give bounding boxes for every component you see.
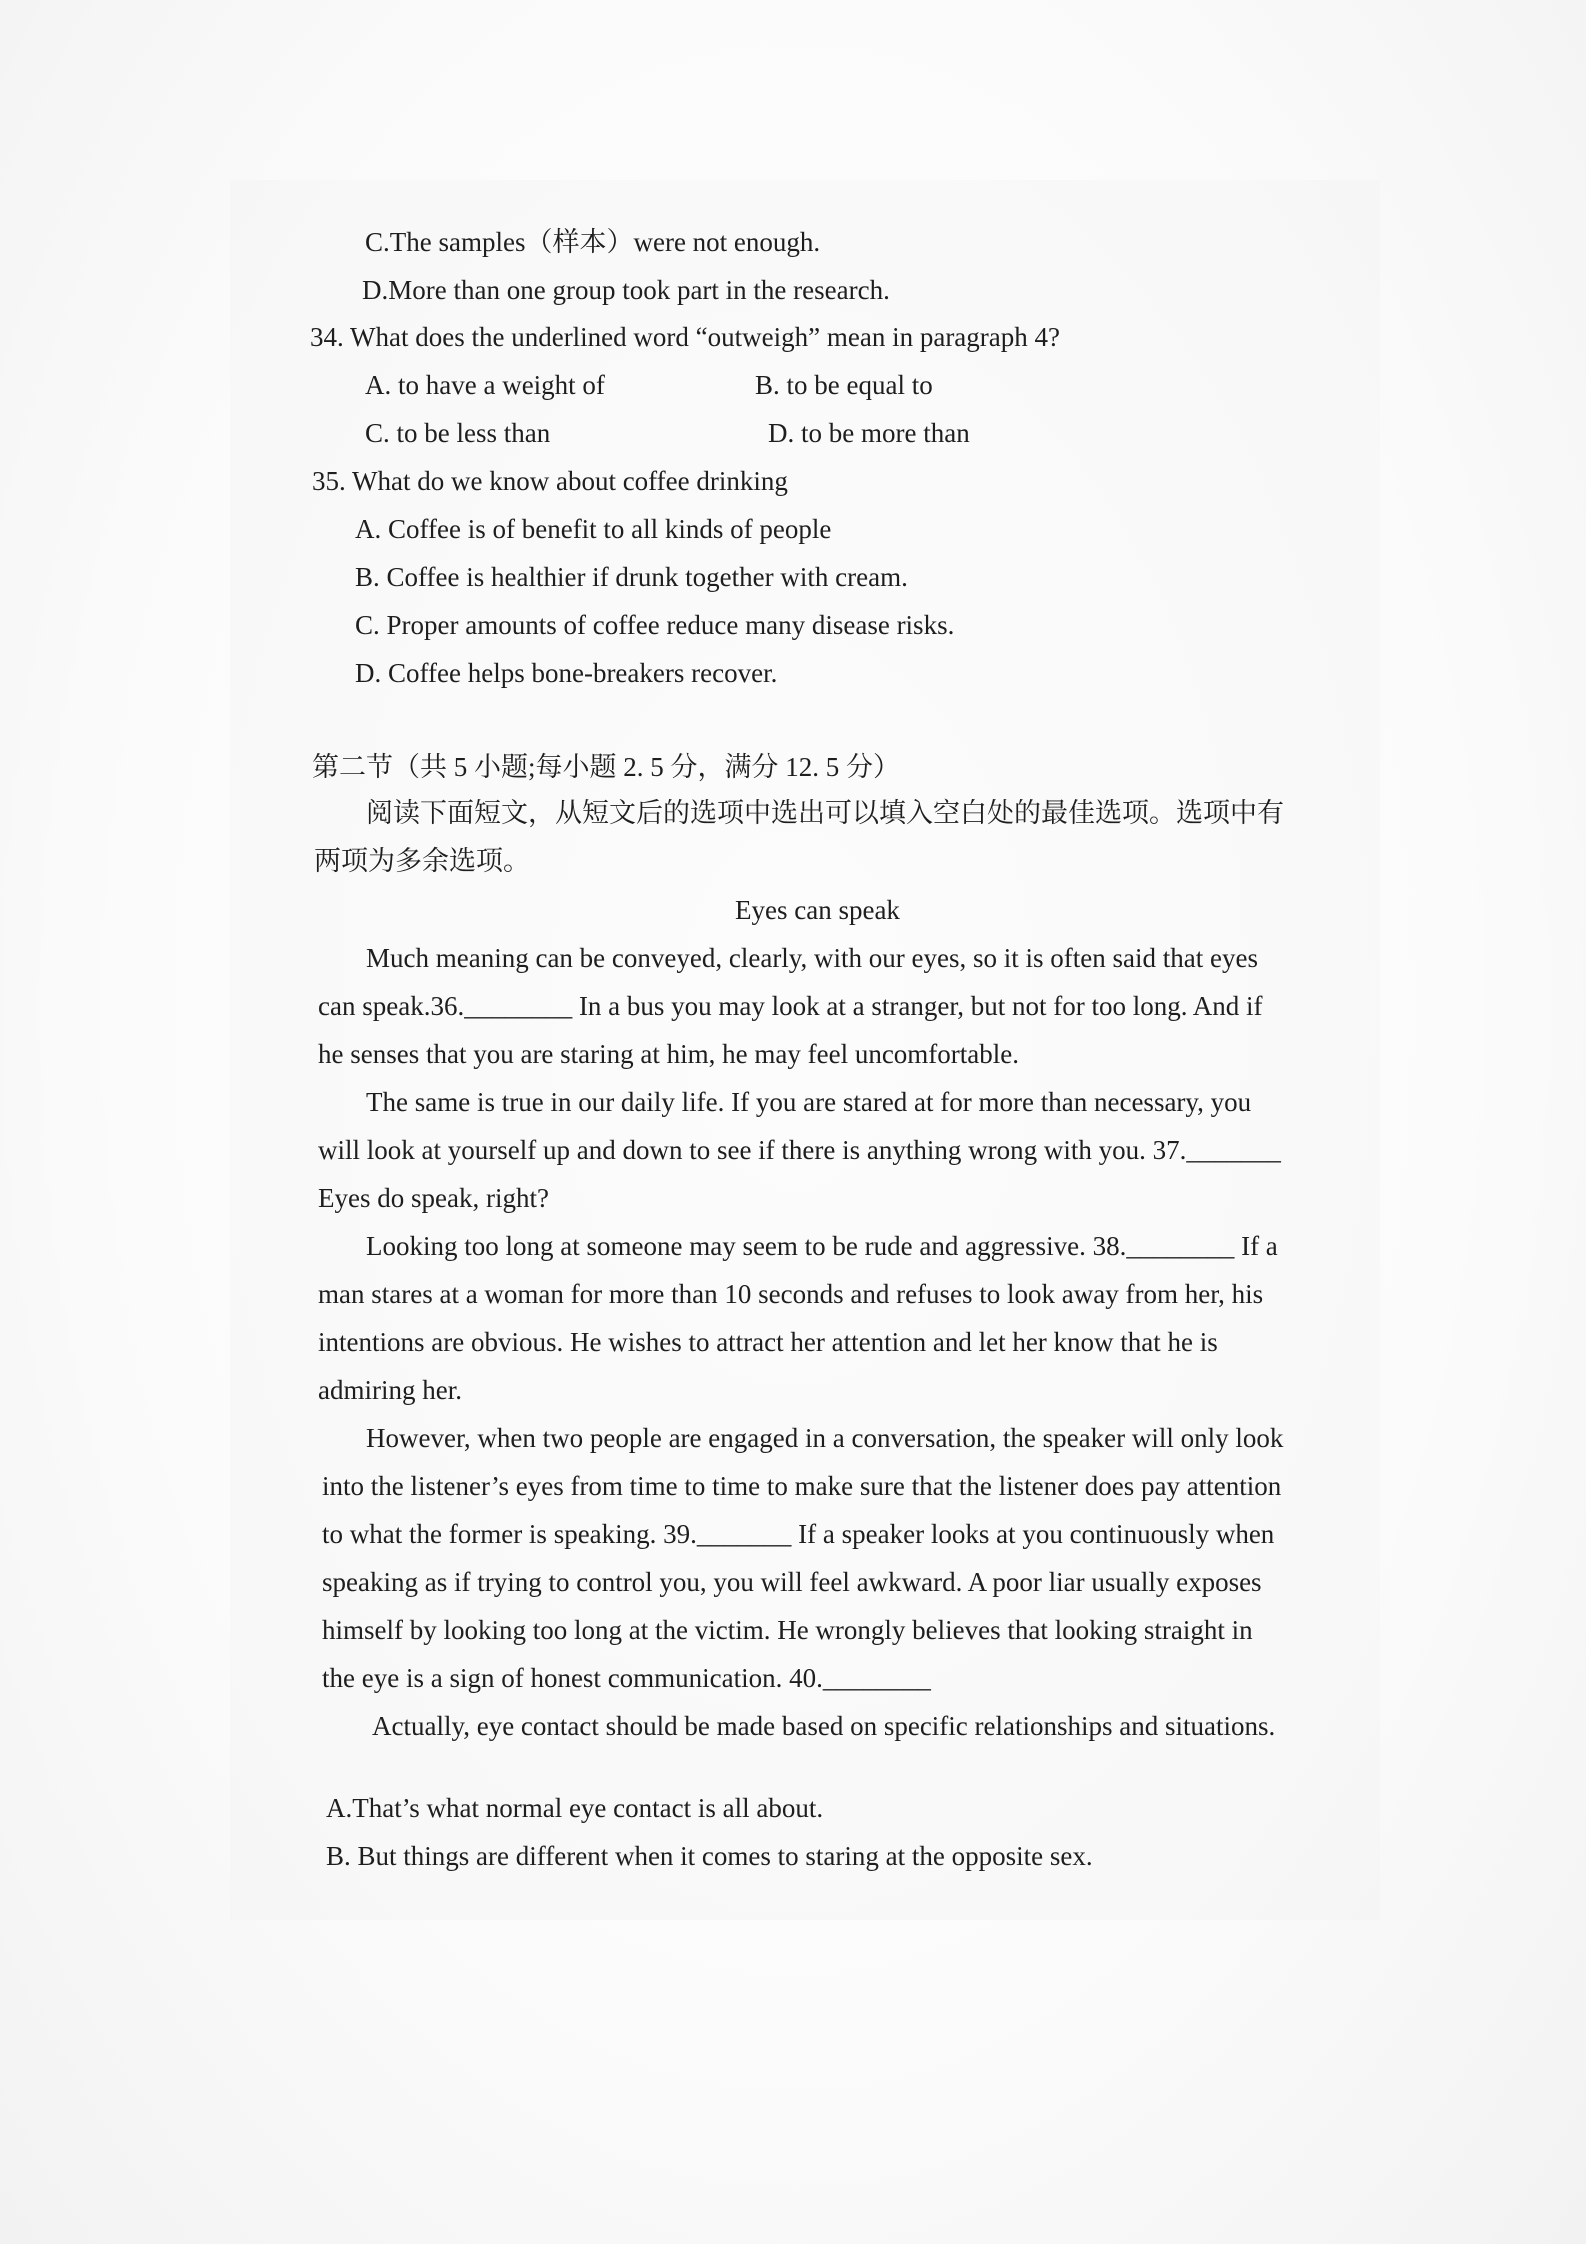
passage-line: will look at yourself up and down to see if there is anything wrong with you. 37._______ — [318, 1135, 1281, 1165]
section-instruction-line2: 两项为多余选项。 — [314, 846, 530, 876]
passage-line: can speak.36.________ In a bus you may look at a stranger, but not for too long. And if — [318, 991, 1263, 1021]
q34-option-b: B. to be equal to — [755, 370, 933, 400]
passage-line: the eye is a sign of honest communication. 40.________ — [322, 1663, 931, 1693]
answer-option-a: A.That’s what normal eye contact is all about. — [326, 1793, 824, 1823]
passage-line: into the listener’s eyes from time to time to make sure that the listener does pay attention — [322, 1471, 1282, 1501]
q33-option-d: D.More than one group took part in the research. — [362, 275, 890, 305]
passage-line: man stares at a woman for more than 10 seconds and refuses to look away from her, his — [318, 1279, 1264, 1309]
q35-stem: 35. What do we know about coffee drinking — [312, 466, 788, 496]
passage-title: Eyes can speak — [735, 895, 900, 925]
section-instruction-line1: 阅读下面短文，从短文后的选项中选出可以填入空白处的最佳选项。选项中有 — [366, 798, 1284, 828]
passage-line: Much meaning can be conveyed, clearly, with our eyes, so it is often said that eyes — [366, 943, 1258, 973]
passage-line: However, when two people are engaged in a conversation, the speaker will only look — [366, 1423, 1284, 1453]
section-header: 第二节（共 5 小题;每小题 2. 5 分，满分 12. 5 分） — [312, 752, 901, 782]
q35-option-a: A. Coffee is of benefit to all kinds of people — [355, 514, 832, 544]
q35-option-b: B. Coffee is healthier if drunk together with cream. — [355, 562, 908, 592]
q33-option-c: C.The samples（样本）were not enough. — [365, 227, 821, 257]
passage-line: to what the former is speaking. 39._______ If a speaker looks at you continuously when — [322, 1519, 1275, 1549]
answer-option-b: B. But things are different when it comes to staring at the opposite sex. — [326, 1841, 1093, 1871]
passage-line: himself by looking too long at the victim. He wrongly believes that looking straight in — [322, 1615, 1253, 1645]
q34-option-c: C. to be less than — [365, 418, 551, 448]
q35-option-d: D. Coffee helps bone-breakers recover. — [355, 658, 778, 688]
q34-option-a: A. to have a weight of — [365, 370, 605, 400]
passage-line: The same is true in our daily life. If you are stared at for more than necessary, you — [366, 1087, 1252, 1117]
passage-line: Looking too long at someone may seem to be rude and aggressive. 38.________ If a — [366, 1231, 1278, 1261]
q34-option-d: D. to be more than — [768, 418, 970, 448]
passage-line: Actually, eye contact should be made based on specific relationships and situations. — [372, 1711, 1276, 1741]
passage-line: speaking as if trying to control you, you will feel awkward. A poor liar usually exposes — [322, 1567, 1262, 1597]
passage-line: he senses that you are staring at him, he may feel uncomfortable. — [318, 1039, 1020, 1069]
passage-line: admiring her. — [318, 1375, 462, 1405]
q34-stem: 34. What does the underlined word “outweigh” mean in paragraph 4? — [310, 322, 1061, 352]
passage-line: intentions are obvious. He wishes to attract her attention and let her know that he is — [318, 1327, 1218, 1357]
passage-line: Eyes do speak, right? — [318, 1183, 549, 1213]
q35-option-c: C. Proper amounts of coffee reduce many disease risks. — [355, 610, 955, 640]
